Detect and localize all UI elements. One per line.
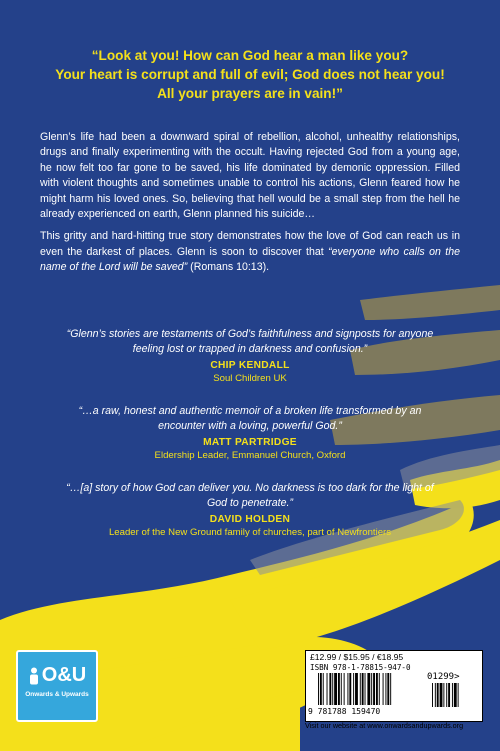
- barcode-bar: [347, 673, 348, 705]
- price-label: £12.99 / $15.95 / €18.95: [310, 652, 404, 662]
- headline-line-1: “Look at you! How can God hear a man like you?: [91, 48, 409, 63]
- addon-bar: [452, 683, 453, 707]
- barcode-panel: [305, 650, 483, 722]
- barcode-bar: [353, 673, 354, 705]
- barcode-bar: [332, 673, 333, 705]
- barcode-bar: [371, 673, 372, 705]
- endorser-role: Soul Children UK: [213, 373, 287, 384]
- barcode-bar: [373, 673, 375, 705]
- endorser-role: Eldership Leader, Emmanuel Church, Oxford: [154, 450, 346, 461]
- publisher-logo: [16, 650, 98, 722]
- headline-quote: [20, 46, 480, 103]
- headline-line-2: Your heart is corrupt and full of evil; God does not hear you!: [55, 67, 445, 82]
- publisher-logo-text: O&U: [41, 664, 87, 686]
- barcode-bar: [323, 673, 324, 705]
- addon-bar: [443, 683, 444, 707]
- barcode-bar: [365, 673, 366, 705]
- barcode-bar: [349, 673, 351, 705]
- endorsement: [60, 481, 440, 538]
- addon-bar: [440, 683, 443, 707]
- barcode-bar: [338, 673, 340, 705]
- barcode-bar: [385, 673, 386, 705]
- barcode-bar: [383, 673, 384, 705]
- addon-bar: [437, 683, 439, 707]
- endorser-name: DAVID HOLDEN: [209, 514, 291, 525]
- addon-bar: [454, 683, 457, 707]
- endorsement-quote: “…[a] story of how God can deliver you. No darkness is too dark for the light of God to penetrate.”: [66, 482, 434, 509]
- person-icon: [28, 667, 40, 685]
- endorser-name: CHIP KENDALL: [210, 360, 290, 371]
- addon-number: 01299>: [427, 672, 460, 682]
- barcode-bar: [367, 673, 370, 705]
- endorsement: [60, 327, 440, 384]
- blurb-paragraph-2: [40, 229, 460, 275]
- barcode-bar: [360, 673, 361, 705]
- barcode-bar: [341, 673, 342, 705]
- barcode-bar: [329, 673, 331, 705]
- addon-bar: [435, 683, 436, 707]
- endorsement-quote: “Glenn’s stories are testaments of God’s faithfulness and signposts for anyone feeling lost or trapped in darkness and confusion.”: [66, 328, 434, 355]
- endorser-role: Leader of the New Ground family of churches, part of Newfrontiers: [108, 527, 392, 538]
- endorsement: [60, 404, 440, 461]
- addon-bar: [448, 683, 450, 707]
- book-blurb: [40, 130, 460, 283]
- barcode-bar: [355, 673, 358, 705]
- headline-line-3: All your prayers are in vain!”: [157, 86, 343, 101]
- ean-number: 9 781788 159470: [308, 707, 381, 716]
- barcode-bar: [320, 673, 322, 705]
- barcode-bar: [390, 673, 391, 705]
- blurb-p2-scripture: “everyone who calls on the name of the Lord will be saved”: [40, 245, 460, 274]
- barcode-bar: [327, 673, 328, 705]
- barcode-bar: [376, 673, 378, 705]
- barcode-bar: [318, 673, 319, 705]
- publisher-name: Onwards & Upwards: [25, 691, 89, 698]
- endorser-name: MATT PARTRIDGE: [203, 437, 297, 448]
- addon-bar: [432, 683, 433, 707]
- barcode-bar: [362, 673, 364, 705]
- blurb-paragraph-1: Glenn’s life had been a downward spiral of rebellion, alcohol, unhealthy relationships, drugs and finally experimenting with the occult. Having rejected God from a young age, he now felt too far gone to be saved, his life dominated by demonic oppression. Filled with violent thoughts and sometimes unable to control his actions, Glenn feared how he might harm his loved ones. So, believing that hell would be a small step from the hell he already experienced on earth, Glenn planned his suicide…: [40, 131, 460, 221]
- website-line: Visit our website at www.onwardsandupwards.org: [305, 721, 464, 730]
- blurb-p2-lead: This gritty and hard-hitting true story demonstrates how the love of God can reach us in even the darkest of places. Glenn is soon to discover that: [40, 230, 460, 258]
- isbn-label: ISBN 978-1-78815-947-0: [310, 663, 411, 672]
- addon-bar: [446, 683, 447, 707]
- blurb-p2-reference: (Romans 10:13).: [187, 261, 270, 274]
- barcode-bar: [344, 673, 345, 705]
- barcode-bar: [387, 673, 389, 705]
- publisher-logo-mark: [18, 664, 96, 687]
- barcode-bar: [379, 673, 380, 705]
- endorsement-quote: “…a raw, honest and authentic memoir of a broken life transformed by an encounter with a loving, powerful God.”: [78, 405, 422, 432]
- barcode-bar: [334, 673, 337, 705]
- addon-bar: [458, 683, 459, 707]
